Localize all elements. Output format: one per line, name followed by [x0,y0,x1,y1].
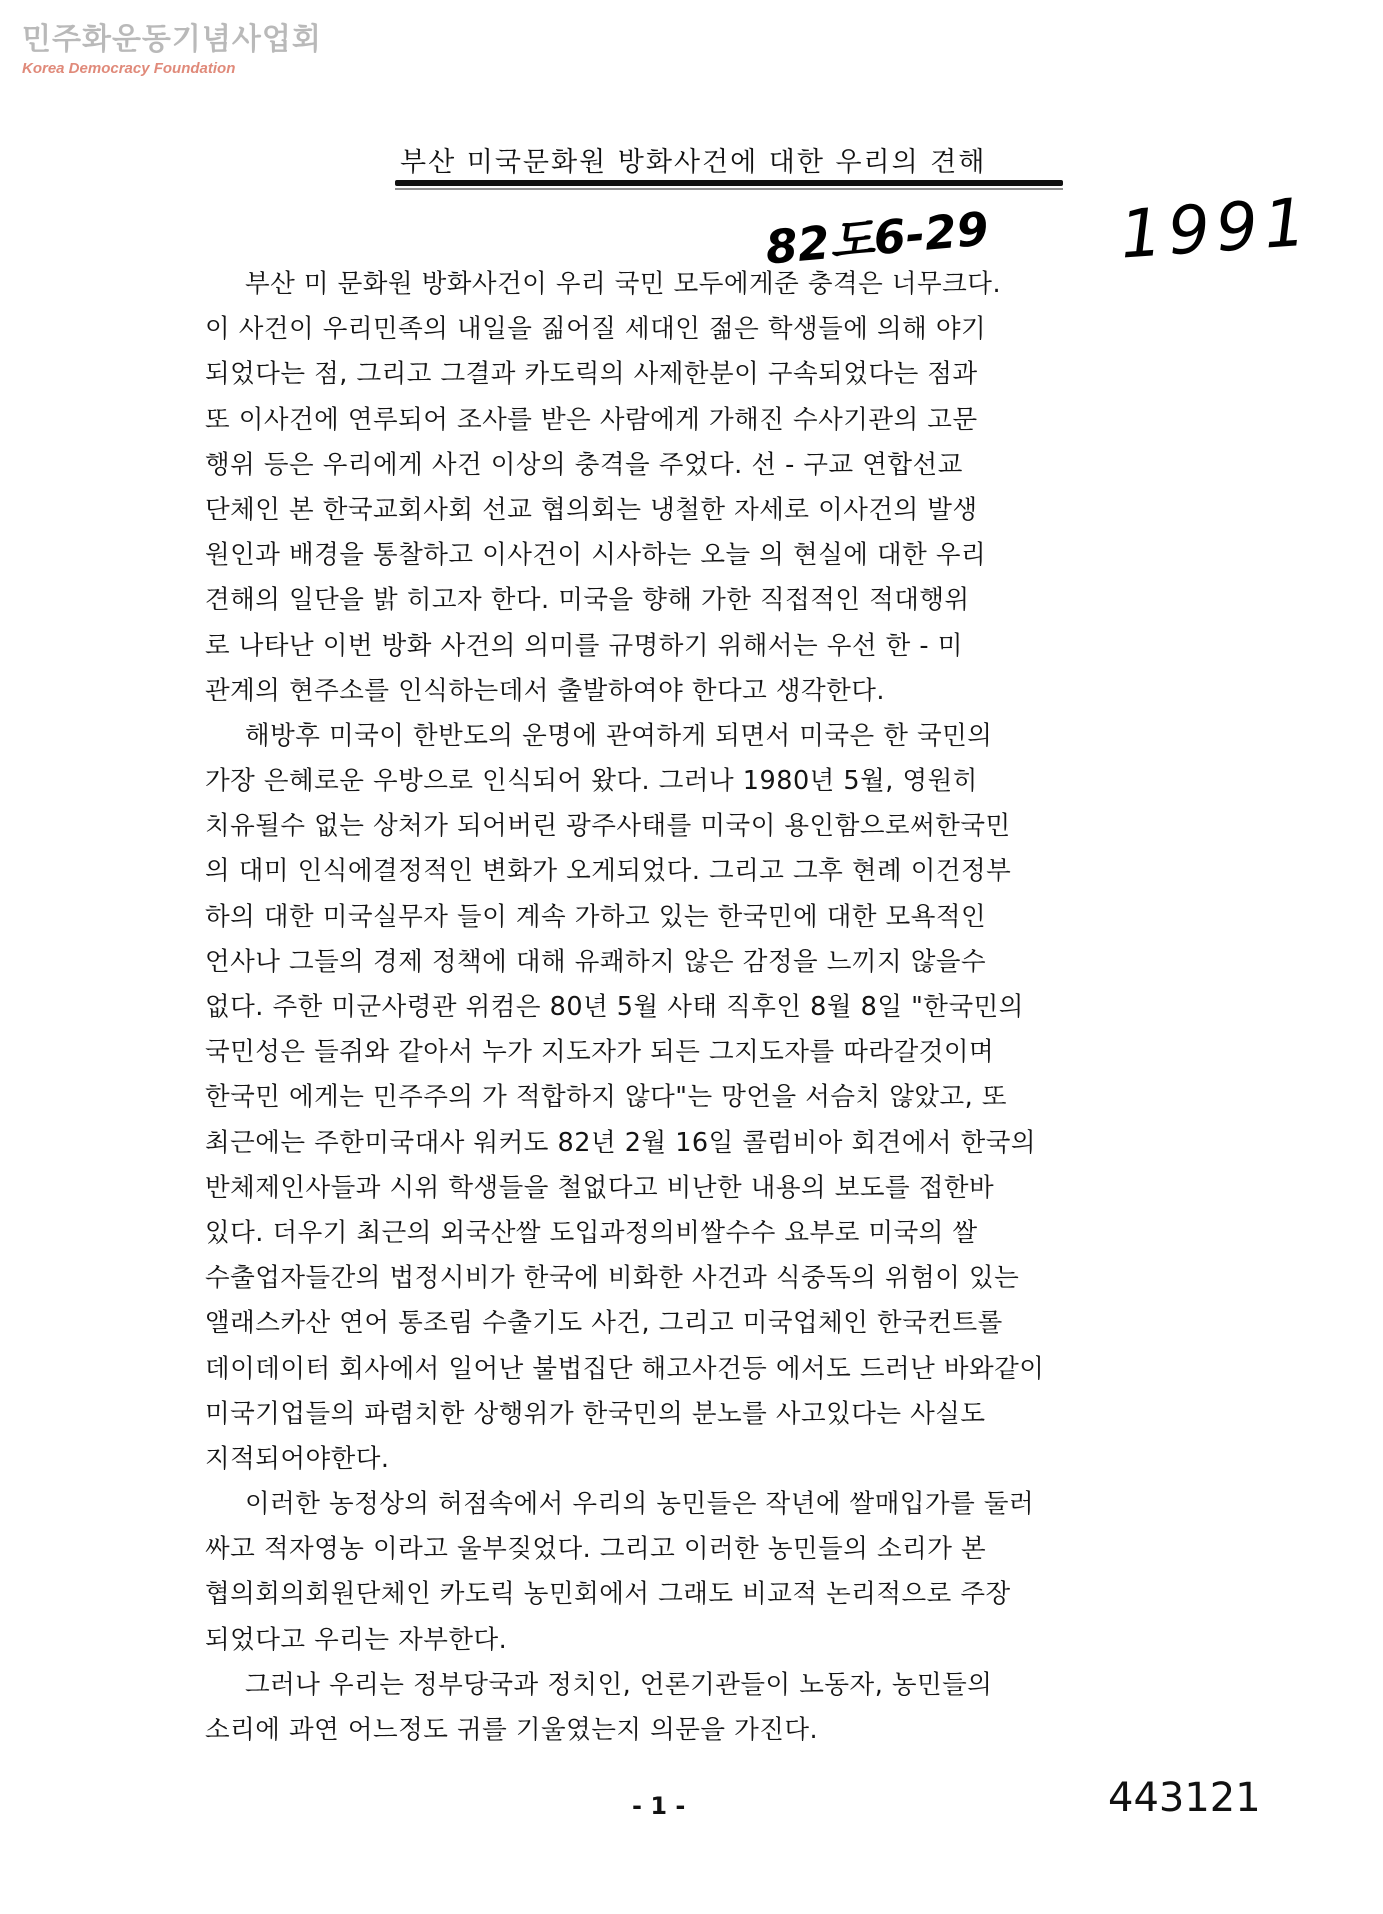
body-line: 되었다는 점, 그리고 그결과 카도릭의 사제한분이 구속되었다는 점과 [205,359,978,390]
body-line: 최근에는 주한미국대사 워커도 82년 2월 16일 콜럼비아 회견에서 한국의 [205,1127,1037,1158]
body-line: 있다. 더우기 최근의 외국산쌀 도입과정의비쌀수수 요부로 미국의 쌀 [205,1217,978,1248]
body-line: 관계의 현주소를 인식하는데서 출발하여야 한다고 생각한다. [205,675,885,706]
body-line: 원인과 배경을 통찰하고 이사건이 시사하는 오늘 의 현실에 대한 우리 [205,540,987,571]
body-line: 지적되어야한다. [205,1443,390,1474]
body-line: 로 나타난 이번 방화 사건의 의미를 규명하기 위해서는 우선 한 - 미 [205,630,963,661]
page-number: - 1 - [632,1792,686,1820]
body-line: 그러나 우리는 정부당국과 정치인, 언론기관들이 노동자, 농민들의 [245,1669,993,1700]
body-line: 협의회의회원단체인 카도릭 농민회에서 그래도 비교적 논리적으로 주장 [205,1579,1011,1610]
body-line: 견해의 일단을 밝 히고자 한다. 미국을 향해 가한 직접적인 적대행위 [205,585,970,616]
body-line: 부산 미 문화원 방화사건이 우리 국민 모두에게준 충격은 너무크다. [245,269,1002,299]
body-line: 행위 등은 우리에게 사건 이상의 충격을 주었다. 선 - 구교 연합선교 [205,449,963,480]
body-line: 하의 대한 미국실무자 들이 계속 가하고 있는 한국민에 대한 모욕적인 [205,901,987,932]
document-title: 부산 미국문화원 방화사건에 대한 우리의 견해 [400,147,987,178]
body-line: 단체인 본 한국교회사회 선교 협의회는 냉철한 자세로 이사건의 발생 [205,494,978,525]
body-line: 앨래스카산 연어 통조림 수출기도 사건, 그리고 미국업체인 한국컨트롤 [205,1308,1003,1339]
logo-english-text: Korea Democracy Foundation [22,60,236,77]
body-line: 수출업자들간의 법정시비가 한국에 비화한 사건과 식중독의 위험이 있는 [205,1263,1020,1294]
body-line: 없다. 주한 미군사령관 위컴은 80년 5월 사태 직후인 8월 8일 "한국민의 [205,992,1024,1022]
body-line: 소리에 과연 어느정도 귀를 기울였는지 의문을 가진다. [205,1715,819,1745]
handwritten-year: 1991 [1117,183,1315,274]
body-line: 미국기업들의 파렴치한 상행위가 한국민의 분노를 사고있다는 사실도 [205,1398,986,1429]
logo-korean-text: 민주화운동기념사업회 [22,22,322,57]
body-line: 가장 은혜로운 우방으로 인식되어 왔다. 그러나 1980년 5월, 영원히 [205,766,978,797]
body-line: 이 사건이 우리민족의 내일을 짊어질 세대인 젊은 학생들에 의해 야기 [205,314,987,345]
body-line: 데이데이터 회사에서 일어난 불법집단 해고사건등 에서도 드러난 바와같이 [205,1353,1045,1384]
body-line: 해방후 미국이 한반도의 운명에 관여하게 되면서 미국은 한 국민의 [245,720,993,751]
title-underline-shadow [395,188,1063,190]
body-line: 한국민 에게는 민주주의 가 적합하지 않다"는 망언을 서슴치 않았고, 또 [205,1082,1008,1113]
body-line: 국민성은 들쥐와 같아서 누가 지도자가 되든 그지도자를 따라갈것이며 [205,1037,995,1068]
body-line: 이러한 농정상의 허점속에서 우리의 농민들은 작년에 쌀매입가를 둘러 [245,1489,1035,1520]
handwritten-code: 82도6-29 [763,201,991,275]
body-line: 치유될수 없는 상처가 되어버린 광주사태를 미국이 용인함으로써한국민 [205,811,1011,842]
document-body [205,262,1235,1753]
body-line: 언사나 그들의 경제 정책에 대해 유쾌하지 않은 감정을 느끼지 않을수 [205,946,987,977]
foundation-logo [22,22,322,78]
body-line: 싸고 적자영농 이라고 울부짖었다. 그리고 이러한 농민들의 소리가 본 [205,1534,987,1565]
body-line: 되었다고 우리는 자부한다. [205,1624,508,1655]
document-id: 443121 [1108,1775,1261,1821]
body-line: 의 대미 인식에결정적인 변화가 오게되었다. 그리고 그후 현례 이건정부 [205,856,1012,887]
title-underline [395,180,1063,186]
body-line: 또 이사건에 연루되어 조사를 받은 사람에게 가해진 수사기관의 고문 [205,404,978,435]
body-line: 반체제인사들과 시위 학생들을 철없다고 비난한 내용의 보도를 접한바 [205,1172,995,1203]
